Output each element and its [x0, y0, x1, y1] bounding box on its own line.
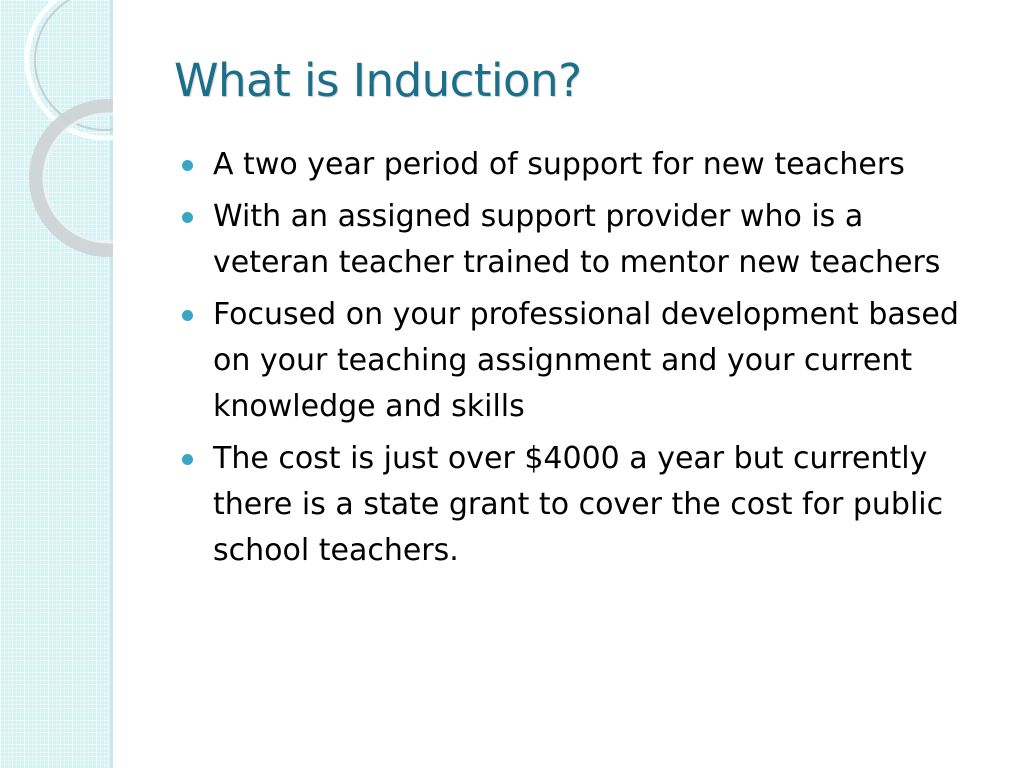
bullet-dot-icon — [182, 212, 193, 223]
bullet-dot-icon — [182, 454, 193, 465]
slide-title: What is Induction? — [174, 54, 582, 107]
bullet-list — [182, 142, 982, 580]
bullet-text: Focused on your professional development based on your teaching assignment and your current knowledge and skills — [213, 297, 959, 424]
bullet-item — [182, 292, 982, 430]
decorative-circles — [0, 0, 113, 300]
bullet-item — [182, 194, 982, 286]
bullet-text: With an assigned support provider who is a veteran teacher trained to mentor new teachers — [213, 199, 941, 280]
bullet-item — [182, 142, 982, 188]
bullet-item — [182, 436, 982, 574]
bullet-text: A two year period of support for new teachers — [213, 147, 905, 182]
bullet-dot-icon — [182, 160, 193, 171]
bullet-dot-icon — [182, 310, 193, 321]
bullet-text: The cost is just over $4000 a year but currently there is a state grant to cover the cost for public school teachers. — [213, 441, 944, 568]
